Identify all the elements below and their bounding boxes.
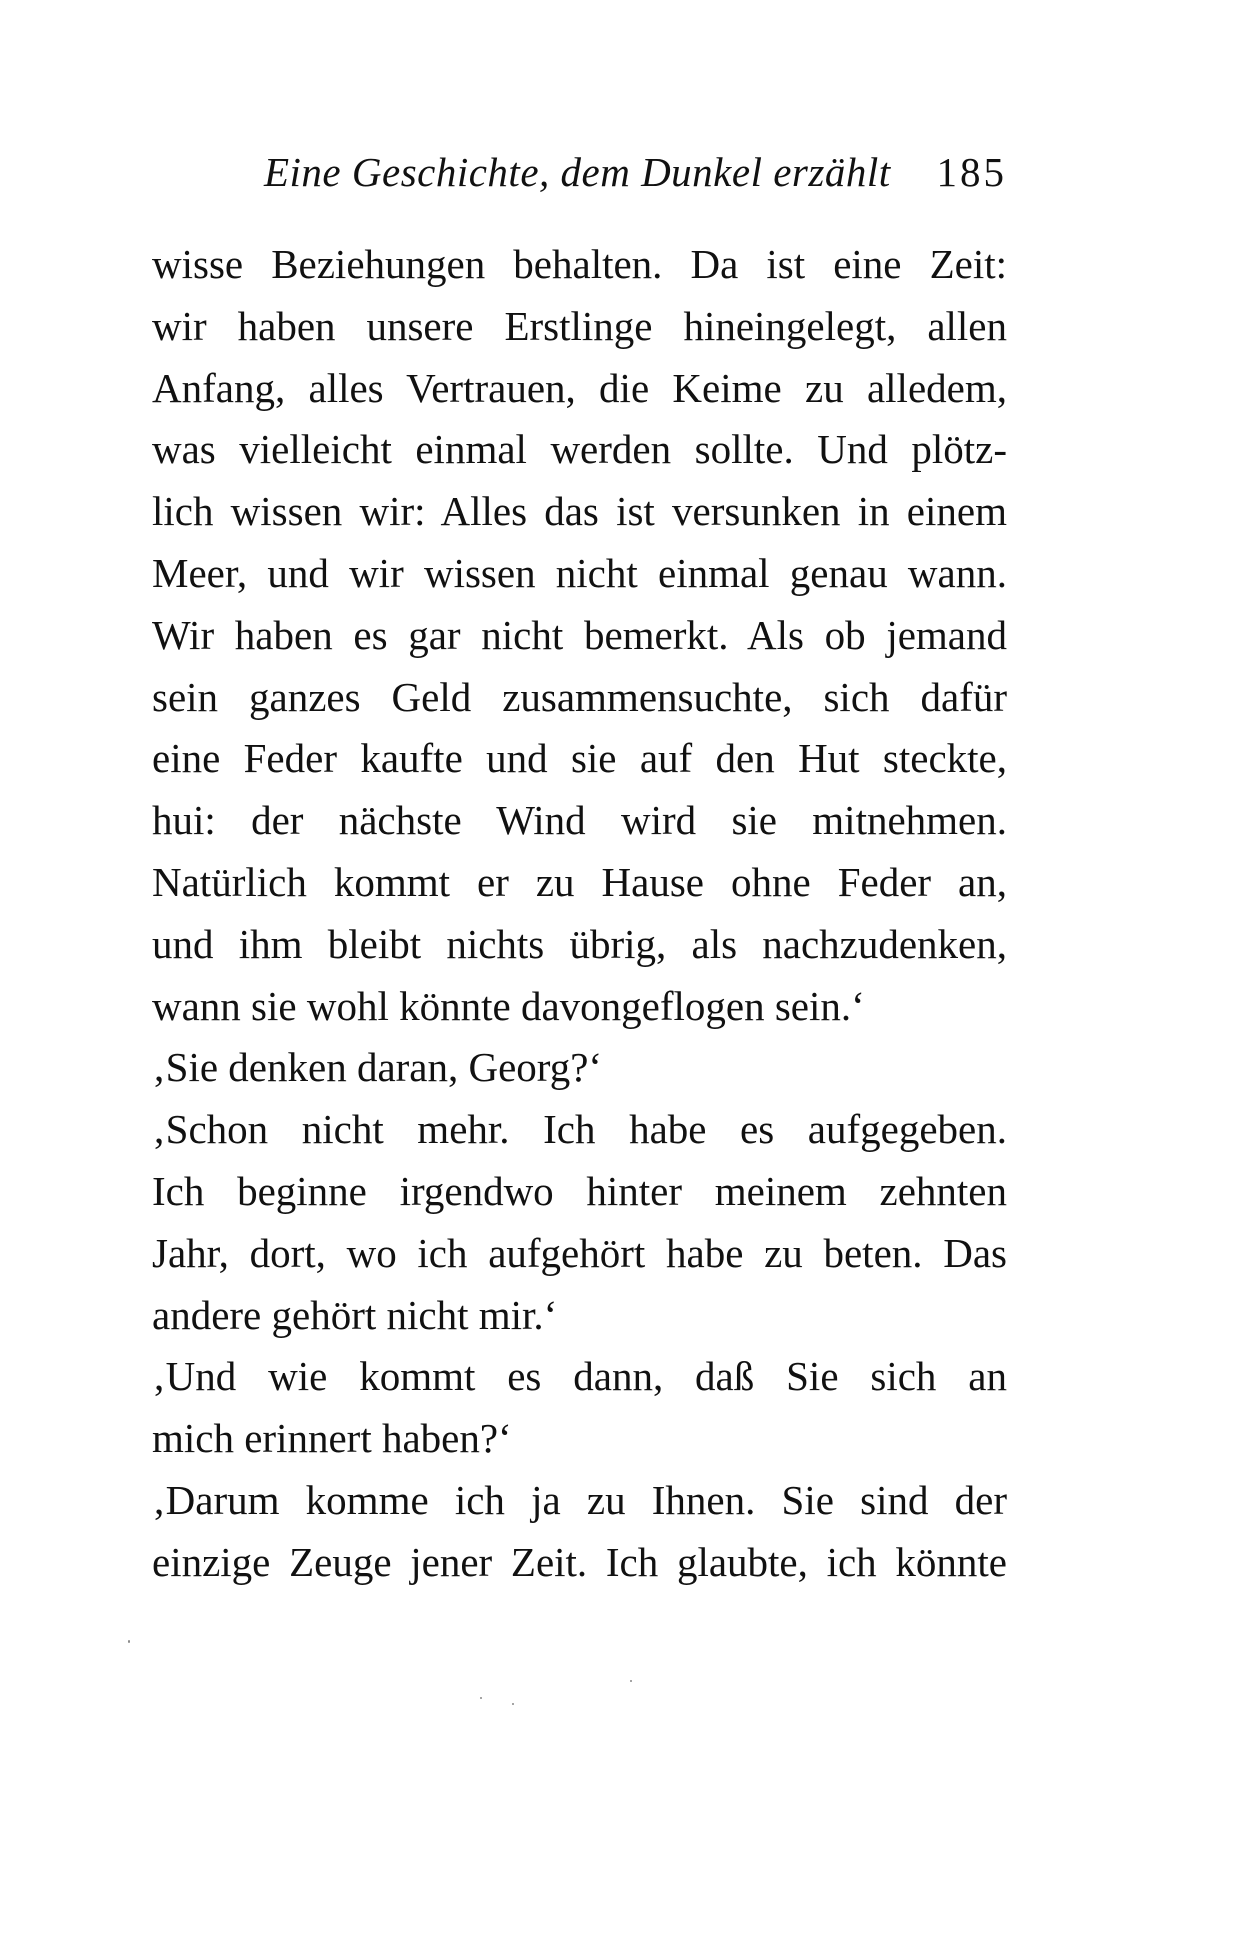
text-line: wann sie wohl könnte davongeflogen sein.‘ bbox=[152, 982, 865, 1029]
text-line: sein ganzes Geld zusammensuchte, sich dafür bbox=[152, 673, 1007, 720]
text-line: Wir haben es gar nicht bemerkt. Als ob jemand bbox=[152, 611, 1007, 658]
text-line: hui: der nächste Wind wird sie mitnehmen. bbox=[152, 797, 1007, 844]
text-line: wisse Beziehungen behalten. Da ist eine Zeit: bbox=[152, 241, 1007, 287]
text-line: Jahr, dort, wo ich aufgehört habe zu beten. Das bbox=[152, 1229, 1007, 1276]
running-head bbox=[152, 146, 1007, 206]
text-line: Natürlich kommt er zu Hause ohne Feder an, bbox=[152, 858, 1007, 905]
text-line: und ihm bleibt nichts übrig, als nachzudenken, bbox=[152, 920, 1007, 967]
text-line: ‚Schon nicht mehr. Ich habe es aufgegeben. bbox=[152, 1106, 1007, 1153]
scan-speck bbox=[480, 1697, 482, 1699]
text-line: Ich beginne irgendwo hinter meinem zehnten bbox=[152, 1167, 1007, 1214]
text-line: Meer, und wir wissen nicht einmal genau wann. bbox=[152, 549, 1007, 596]
scan-speck bbox=[630, 1680, 632, 1682]
page-number: 185 bbox=[936, 149, 1007, 195]
text-line: andere gehört nicht mir.‘ bbox=[152, 1291, 558, 1338]
body-text bbox=[152, 234, 1007, 1594]
text-line: ‚Und wie kommt es dann, daß Sie sich an bbox=[152, 1353, 1007, 1400]
scan-speck bbox=[512, 1703, 514, 1705]
text-line: wir haben unsere Erstlinge hineingelegt, allen bbox=[152, 302, 1007, 349]
text-line: Anfang, alles Vertrauen, die Keime zu alledem, bbox=[152, 364, 1007, 411]
text-line: eine Feder kaufte und sie auf den Hut steckte, bbox=[152, 735, 1007, 782]
text-line: was vielleicht einmal werden sollte. Und plötz- bbox=[152, 426, 1007, 473]
scan-speck bbox=[128, 1640, 130, 1643]
text-line: ‚Sie denken daran, Georg?‘ bbox=[152, 1044, 603, 1091]
text-line: ‚Darum komme ich ja zu Ihnen. Sie sind der bbox=[152, 1476, 1007, 1523]
text-line: mich erinnert haben?‘ bbox=[152, 1415, 512, 1462]
running-title: Eine Geschichte, dem Dunkel erzählt bbox=[264, 149, 891, 195]
text-line: lich wissen wir: Alles das ist versunken in einem bbox=[152, 488, 1007, 535]
text-line: einzige Zeuge jener Zeit. Ich glaubte, ich könnte bbox=[152, 1538, 1007, 1585]
